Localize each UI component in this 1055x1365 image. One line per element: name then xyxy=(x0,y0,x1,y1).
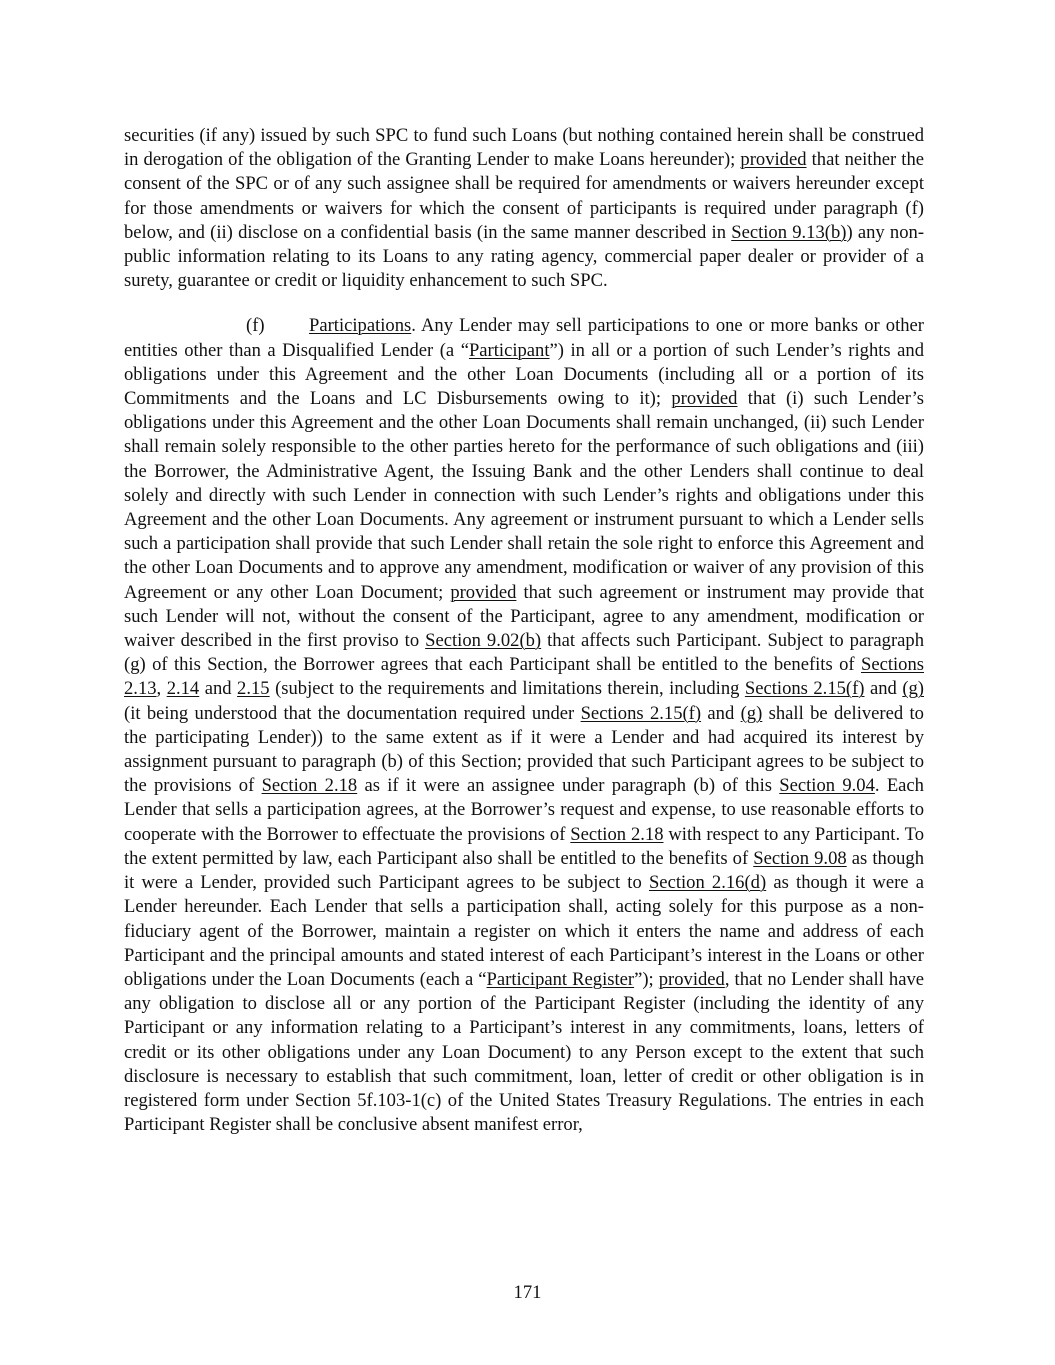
defined-term: Participant xyxy=(468,339,550,361)
clause-label: (f) xyxy=(246,315,265,337)
section-reference: 2.15 xyxy=(237,678,270,700)
section-reference: Section 9.04 xyxy=(779,775,875,797)
clause-heading: Participations xyxy=(309,315,412,337)
document-page xyxy=(124,124,924,1137)
text-run: that (i) such Lender’s obligations under this Agreement and the other Loan Documents shall remain unchanged, (ii) such Lender shall remain solely responsible to the other parties hereto for the performance of such obligations and (iii) the Borrower, the Administrative Agent, the Issuing Bank and the other Lenders shall continue to deal solely and directly with such Lender in connection with such Lender’s rights and obligations under this Agreement and the other Loan Documents. Any agreement or instrument pursuant to which a Lender sells such a participation shall provide that such Lender shall retain the sole right to enforce this Agreement and the other Loan Documents and to approve any amendment, modification or waiver of any provision of this Agreement or any other Loan Document; xyxy=(124,388,924,603)
text-run: and xyxy=(701,702,741,724)
text-run: as if it were an assignee under paragraph (b) of this xyxy=(357,775,780,797)
underlined-term: provided xyxy=(658,968,725,990)
section-reference: Section 9.08 xyxy=(753,847,847,869)
text-run: ”) in all or a portion of such Lender’s rights and obligations under this Agreement and the other Loan Documents (including all or a portion of its Commitments and the Loans and LC Disbursements owing to it); xyxy=(124,339,924,410)
underlined-term: provided xyxy=(450,581,517,603)
text-run: as though it were a Lender hereunder. Each Lender that sells a participation shall, acting solely for this purpose as a non-fiduciary agent of the Borrower, maintain a register on which it enters the name and address of each Participant and the principal amounts and stated interest of each Participant’s interest in the Loans or other obligations under the Loan Documents (each a “ xyxy=(124,872,925,990)
underlined-term: provided xyxy=(740,149,807,171)
text-run: , that no Lender shall have any obligation to disclose all or any portion of the Participant Register (including the identity of any Participant or any information relating to a Participant’s interest in any commitments, loans, letters of credit or its other obligations under any Loan Document) to any Person except to the extent that such disclosure is necessary to establish that such commitment, loan, letter of credit or other obligation is in registered form under Section 5f.103-1(c) of the United States Treasury Regulations. The entries in each Participant Register shall be conclusive absent manifest error, xyxy=(124,968,924,1136)
text-run: shall be delivered to the participating Lender)) to the same extent as if it were a Lender and had acquired its interest by assignment pursuant to paragraph (b) of this Section; provided that such Participant agrees to be subject to the provisions of xyxy=(124,702,924,797)
section-reference: Section 9.13(b) xyxy=(731,221,847,243)
text-run: and xyxy=(864,678,903,700)
text-run: that neither the consent of the SPC or of any such assignee shall be required for amendments or waivers hereunder except for those amendments or waivers for which the consent of participants is required under paragraph (f) below, and (ii) disclose on a confidential basis (in the same manner described in xyxy=(124,149,924,243)
section-reference: Section 9.02(b) xyxy=(425,630,542,652)
text-run: as though it were a Lender, provided such Participant agrees to be subject to xyxy=(124,847,925,894)
defined-term: Participant Register xyxy=(486,968,635,990)
text-run: that affects such Participant. Subject to paragraph (g) of this Section, the Borrower agrees that each Participant shall be entitled to the benefits of xyxy=(124,630,924,676)
text-run: securities (if any) issued by such SPC to fund such Loans (but nothing contained herein shall be construed in derogation of the obligation of the Granting Lender to make Loans hereunder); xyxy=(124,125,924,171)
paragraph-participations xyxy=(124,314,924,1137)
text-run: (it being understood that the documentation required under xyxy=(124,702,581,724)
section-reference: (g) xyxy=(740,702,763,724)
section-reference: Section 2.18 xyxy=(570,823,664,845)
page-number: 171 xyxy=(513,1282,542,1303)
section-reference: Section 2.18 xyxy=(261,775,358,797)
text-run: with respect to any Participant. To the extent permitted by law, each Participant also shall be entitled to the benefits of xyxy=(124,823,925,869)
section-reference: 2.14 xyxy=(166,678,200,700)
text-run: , xyxy=(156,678,167,700)
section-reference: Sections 2.13 xyxy=(124,654,924,700)
section-reference: Section 2.16(d) xyxy=(648,872,767,894)
text-run: that such agreement or instrument may provide that such Lender will not, without the consent of the Participant, agree to any amendment, modification or waiver described in the first proviso to xyxy=(124,581,924,652)
underlined-term: provided xyxy=(671,388,738,410)
section-reference: Sections 2.15(f) xyxy=(580,702,702,724)
text-run: (subject to the requirements and limitations therein, including xyxy=(269,678,745,700)
text-run: ”); xyxy=(634,968,659,990)
text-run: and xyxy=(199,678,238,700)
section-reference: (g) xyxy=(902,678,924,700)
text-run: . Each Lender that sells a participation agrees, at the Borrower’s request and expense, to use reasonable efforts to cooperate with the Borrower to effectuate the provisions of xyxy=(124,775,924,845)
text-run: ) any non-public information relating to its Loans to any rating agency, commercial paper dealer or provider of a surety, guarantee or credit or liquidity enhancement to such SPC. xyxy=(124,221,925,292)
text-run: . Any Lender may sell participations to one or more banks or other entities other than a Disqualified Lender (a “ xyxy=(124,315,924,361)
section-reference: Sections 2.15(f) xyxy=(744,678,865,700)
paragraph-spc-continuation xyxy=(124,124,924,293)
